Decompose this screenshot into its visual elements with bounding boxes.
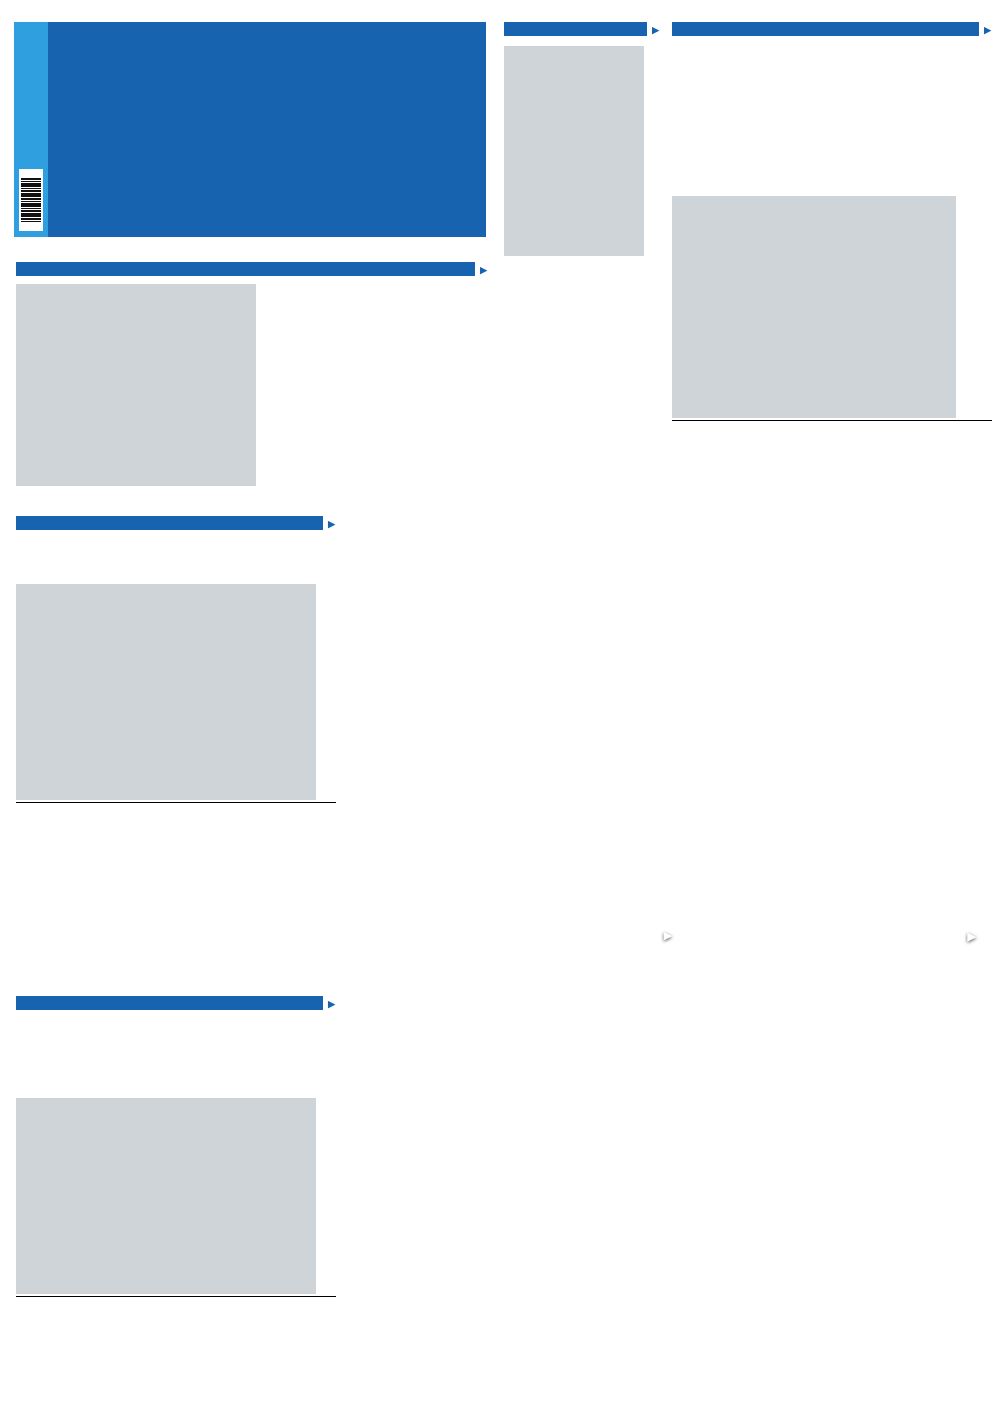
caption-education [672, 420, 992, 423]
masthead-main [48, 22, 486, 237]
photo-djurisic-statue [16, 584, 316, 800]
masthead [14, 22, 486, 237]
page-ref-main-story[interactable] [968, 927, 976, 948]
section-bar-education [672, 22, 992, 36]
section-bar-kokain [16, 996, 336, 1010]
arrow-icon-2: ▶ [967, 930, 976, 943]
bar-line [504, 22, 647, 36]
bar-line [16, 516, 323, 530]
masthead-side-rail [14, 22, 48, 237]
page-ref-gimnazija[interactable] [480, 262, 488, 276]
bar-line [16, 996, 323, 1010]
section-bar-gimnazija [16, 262, 488, 276]
page-ref-spomenik[interactable] [328, 516, 336, 530]
photo-biljana-vucurovic [16, 284, 256, 486]
page-ref-ivanovic[interactable] [652, 22, 660, 36]
photo-diploma-handshake [672, 196, 956, 418]
caption-kokain [16, 1296, 336, 1299]
photo-zeljko-ivanovic [504, 46, 644, 256]
caption-main-story [344, 1366, 904, 1368]
photo-ship-budva [16, 1098, 316, 1294]
caption-gimnazija [16, 488, 256, 490]
caption-ivanovic [504, 258, 644, 260]
page-ref-kokain[interactable] [328, 996, 336, 1010]
section-bar-ivanovic [504, 22, 660, 36]
page-ref-education[interactable] [984, 22, 992, 36]
deck-main-line1 [360, 926, 976, 948]
deck-main-story [360, 926, 976, 948]
main-story [344, 534, 992, 1410]
arrow-icon: ▶ [663, 930, 673, 942]
bar-line [16, 262, 475, 276]
caption-spomenik [16, 802, 336, 805]
section-bar-spomenik [16, 516, 336, 530]
bar-line [672, 22, 979, 36]
barcode-icon [19, 169, 43, 231]
